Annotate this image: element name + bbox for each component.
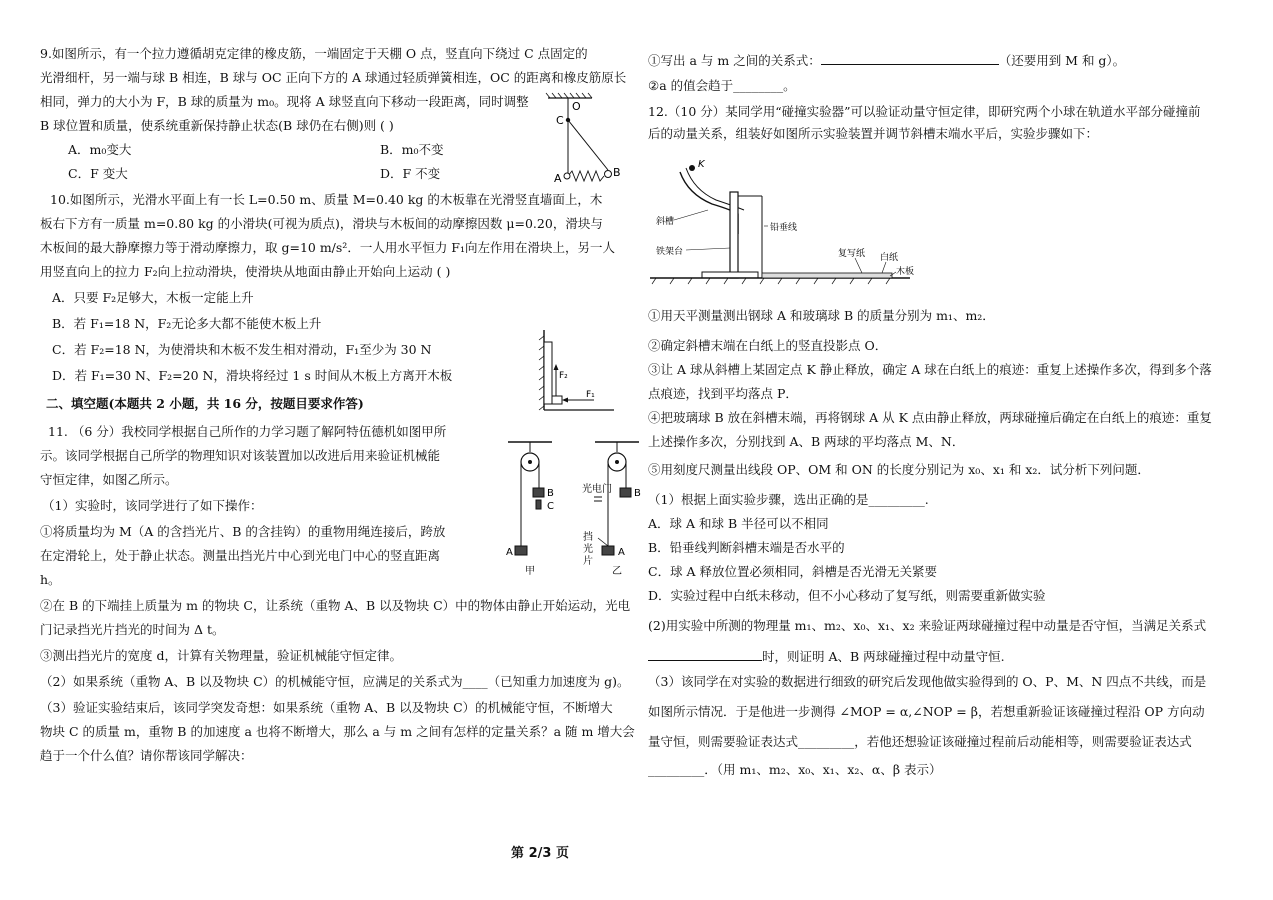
q11-weight-b-jia — [533, 488, 544, 497]
q12-step-4a: ④把玻璃球 B 放在斜槽末端，再将钢球 A 从 K 点由静止释放，两球碰撞后确定在白纸上的痕迹：重复 — [648, 410, 1212, 425]
q11-label-a-yi: A — [618, 547, 625, 558]
q12-wooden-board — [762, 273, 892, 278]
q11-label-c-jia: C — [547, 501, 554, 512]
q11-result-1-suffix: （还要用到 M 和 g）。 — [998, 53, 1126, 68]
q10-line-2: 板右下方有一质量 m=0.80 kg 的小滑块(可视为质点)，滑块与木板间的动摩擦因数 μ=0.20，滑块与 — [40, 216, 603, 231]
q12-part-3d: _________．（用 m₁、m₂、x₀、x₁、x₂、α、β 表示） — [648, 762, 942, 777]
q11-label-shade-2: 光 — [583, 544, 593, 555]
q9-option-a: A．m₀变大 — [68, 142, 132, 157]
q12-figure — [650, 154, 920, 284]
q11-result-1 — [648, 52, 1125, 69]
q9-option-c: C．F 变大 — [68, 166, 128, 181]
q9-line-2: 光滑细杆，另一端与球 B 相连，B 球与 OC 正向下方的 A 球通过轻质弹簧相连，OC 的距离和橡皮筋原长 — [40, 70, 627, 85]
q11-step-1c: h。 — [40, 572, 61, 587]
q12-label-k: K — [698, 159, 705, 170]
q10-line-1: 10.如图所示，光滑水平面上有一长 L=0.50 m、质量 M=0.40 kg 的木板靠在光滑竖直墙面上，木 — [50, 192, 603, 207]
q10-block — [552, 396, 562, 404]
q11-weight-a-yi — [602, 546, 614, 555]
q11-weight-b-yi — [620, 488, 631, 497]
q12-label-plumb: 铅垂线 — [770, 223, 798, 233]
q12-option-c: C．球 A 释放位置必须相同，斜槽是否光滑无关紧要 — [648, 564, 938, 579]
q12-label-carbon: 复写纸 — [838, 249, 866, 259]
q12-iron-stand — [730, 192, 738, 278]
q11-caption-yi: 乙 — [612, 566, 622, 577]
q11-label-a-jia: A — [506, 547, 513, 558]
q12-step-3a: ③让 A 球从斜槽上某固定点 K 静止释放，确定 A 球在白纸上的痕迹：重复上述操作多次，得到多个落 — [648, 362, 1212, 377]
q12-part-2-blank — [648, 648, 762, 661]
q12-option-d: D．实验过程中白纸未移动，但不小心移动了复写纸，则需要重新做实验 — [648, 588, 1046, 603]
q11-caption-jia: 甲 — [525, 566, 535, 577]
q12-step-5: ⑤用刻度尺测量出线段 OP、OM 和 ON 的长度分别记为 x₀、x₁ 和 x₂．试分析下列问题． — [648, 462, 1150, 477]
q9-ball-a — [564, 173, 570, 179]
q12-part-3b: 如图所示情况．于是他进一步测得 ∠MOP = α,∠NOP = β，若想重新验证该碰撞过程沿 OP 方向动 — [648, 704, 1205, 719]
q11-label-shade-1: 挡 — [583, 532, 593, 543]
section-title-fill-in: 二、填空题(本题共 2 小题，共 16 分，按题目要求作答) — [46, 396, 364, 411]
q12-line-2: 后的动量关系，组装好如图所示实验装置并调节斜槽末端水平后，实验步骤如下： — [648, 126, 1099, 141]
q12-part-2b-text: 时，则证明 A、B 两球碰撞过程中动量守恒. — [762, 649, 1005, 664]
q12-label-board: 木板 — [896, 267, 915, 277]
q10-figure — [534, 326, 624, 416]
q9-line-4: B 球位置和质量，使系统重新保持静止状态(B 球仍在右侧)则 ( ) — [40, 118, 394, 133]
q12-step-4b: 上述操作多次，分别找到 A、B 两球的平均落点 M、N． — [648, 434, 965, 449]
q11-label-shade-3: 片 — [583, 556, 593, 567]
q9-option-d: D．F 不变 — [380, 166, 441, 181]
q10-label-f2: F₂ — [559, 371, 568, 381]
q11-line-2: 示。该同学根据自己所学的物理知识对该装置加以改进后用来验证机械能 — [40, 448, 441, 463]
q12-step-1: ①用天平测量测出钢球 A 和玻璃球 B 的质量分别为 m₁、m₂． — [648, 308, 995, 323]
q12-part-3c: 量守恒，则需要验证表达式_________，若他还想验证该碰撞过程前后动能相等，则需要验证表达式 — [648, 734, 1192, 749]
q11-part-3a: （3）验证实验结束后，该同学突发奇想：如果系统（重物 A、B 以及物块 C）的机械能守恒，不断增大 — [40, 700, 613, 715]
q11-line-3: 守恒定律，如图乙所示。 — [40, 472, 178, 487]
q9-label-a: A — [554, 172, 562, 185]
q11-label-b-jia: B — [547, 488, 554, 499]
q12-part-2a: (2)用实验中所测的物理量 m₁、m₂、x₀、x₁、x₂ 来验证两球碰撞过程中动量是否守恒，当满足关系式 — [648, 618, 1207, 633]
q12-part-1: （1）根据上面实验步骤，选出正确的是_________. — [648, 492, 929, 507]
q9-option-b: B．m₀不变 — [380, 142, 444, 157]
q12-label-chute: 斜槽 — [656, 217, 675, 227]
q10-option-c: C．若 F₂=18 N，为使滑块和木板不发生相对滑动，F₁至少为 30 N — [52, 342, 432, 357]
q10-label-f1: F₁ — [586, 390, 595, 400]
q12-part-3a: （3）该同学在对实验的数据进行细致的研究后发现他做实验得到的 O、P、M、N 四点不共线，而是 — [648, 674, 1207, 689]
q10-line-4: 用竖直向上的拉力 F₂向上拉动滑块，使滑块从地面由静止开始向上运动 ( ) — [40, 264, 451, 279]
q12-label-white: 白纸 — [880, 253, 899, 263]
q9-label-b: B — [613, 166, 621, 179]
q10-option-a: A．只要 F₂足够大，木板一定能上升 — [52, 290, 254, 305]
q11-step-2a: ②在 B 的下端挂上质量为 m 的物块 C，让系统（重物 A、B 以及物块 C）中的物体由静止开始运动，光电 — [40, 598, 631, 613]
q10-board — [544, 342, 552, 404]
q9-line-3: 相同，弹力的大小为 F，B 球的质量为 m₀。现将 A 球竖直向下移动一段距离，同时调整 — [40, 94, 529, 109]
q10-option-d: D．若 F₁=30 N、F₂=20 N，滑块将经过 1 s 时间从木板上方离开木板 — [52, 368, 453, 383]
q11-part-1: （1）实验时，该同学进行了如下操作： — [42, 498, 263, 513]
q9-label-o: O — [572, 100, 581, 113]
q11-step-3: ③测出挡光片的宽度 d，计算有关物理量，验证机械能守恒定律。 — [40, 648, 402, 663]
q12-step-3b: 点痕迹，找到平均落点 P． — [648, 386, 798, 401]
q12-chute — [680, 172, 738, 234]
q11-result-2: ②a 的值会趋于________。 — [648, 78, 796, 93]
q10-line-3: 木板间的最大静摩擦力等于滑动摩擦力，取 g=10 m/s²．一人用水平恒力 F₁向左作用在滑块上，另一人 — [40, 240, 615, 255]
q12-ball-k — [689, 165, 695, 171]
q12-line-1: 12.（10 分）某同学用“碰撞实验器”可以验证动量守恒定律，即研究两个小球在轨道水平部分碰撞前 — [648, 104, 1201, 119]
q11-result-1-blank — [821, 52, 999, 65]
q12-option-b: B．铅垂线判断斜槽末端是否水平的 — [648, 540, 845, 555]
q11-part-2: （2）如果系统（重物 A、B 以及物块 C）的机械能守恒，应满足的关系式为____（已知重力加速度为 g)。 — [40, 674, 630, 689]
q12-step-2: ②确定斜槽末端在白纸上的竖直投影点 O． — [648, 338, 888, 353]
q11-figure — [470, 438, 640, 578]
q11-weight-a-jia — [515, 546, 527, 555]
q12-option-a: A．球 A 和球 B 半径可以不相同 — [648, 516, 829, 531]
q9-label-c: C — [556, 114, 564, 127]
q9-figure — [540, 92, 630, 196]
q10-option-b: B．若 F₁=18 N，F₂无论多大都不能使木板上升 — [52, 316, 322, 331]
q11-part-3b: 物块 C 的质量 m，重物 B 的加速度 a 也将不断增大，那么 a 与 m 之间有怎样的定量关系？a 随 m 增大会 — [40, 724, 635, 739]
q9-ball-b — [605, 171, 612, 178]
q11-block-c-jia — [536, 500, 541, 509]
q11-label-gate: 光电门 — [582, 484, 612, 495]
q11-line-1: 11. （6 分）我校同学根据自己所作的力学习题了解阿特伍德机如图甲所 — [48, 424, 447, 439]
page-number: 第 2/3 页 — [511, 846, 569, 861]
q11-label-b-yi: B — [634, 488, 641, 499]
q12-label-stand: 铁架台 — [656, 247, 684, 257]
q11-step-1a: ①将质量均为 M（A 的含挡光片、B 的含挂钩）的重物用绳连接后，跨放 — [40, 524, 446, 539]
q12-part-2b — [648, 648, 1005, 665]
q11-step-1b: 在定滑轮上，处于静止状态。测量出挡光片中心到光电门中心的竖直距离 — [40, 548, 441, 563]
q11-step-2b: 门记录挡光片挡光的时间为 Δ t。 — [40, 622, 225, 637]
q9-line-1: 9.如图所示，有一个拉力遵循胡克定律的橡皮筋，一端固定于天棚 O 点，竖直向下绕过 C 点固定的 — [40, 46, 588, 61]
q11-result-1-prefix: ①写出 a 与 m 之间的关系式： — [648, 53, 821, 68]
q11-part-3c: 趋于一个什么值？请你帮该同学解决： — [40, 748, 253, 763]
